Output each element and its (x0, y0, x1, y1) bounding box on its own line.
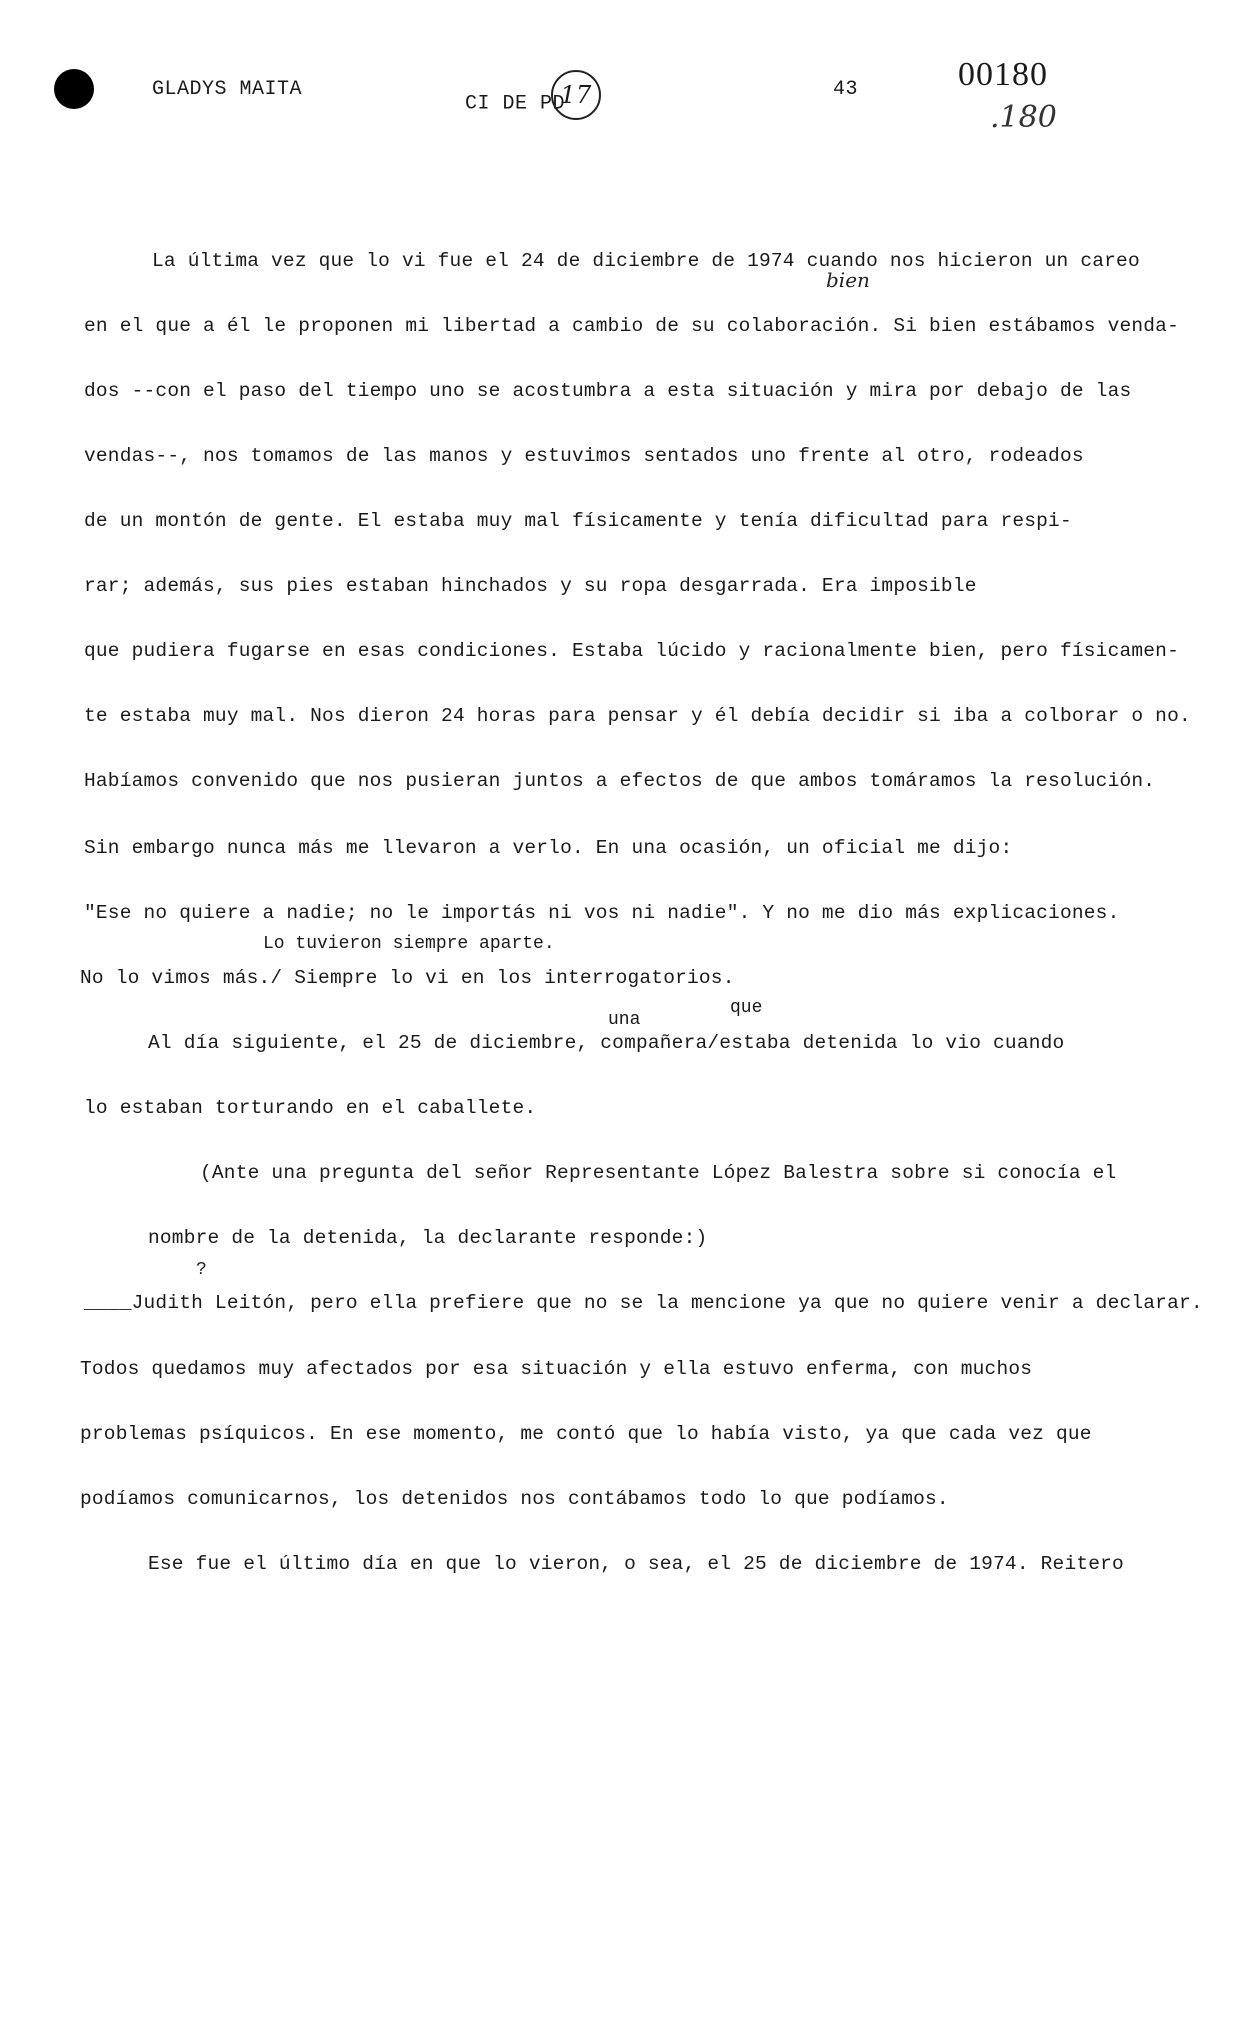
binder-hole (54, 69, 94, 109)
text-line-15: (Ante una pregunta del señor Representante López Balestra sobre si conocía el (200, 1162, 1117, 1184)
text-line-8: te estaba muy mal. Nos dieron 24 horas para pensar y él debía decidir si iba a colborar o no. (84, 705, 1191, 727)
header-name: GLADYS MAITA (152, 78, 303, 101)
text-line-5: de un montón de gente. El estaba muy mal físicamente y tenía dificultad para respi- (84, 510, 1072, 532)
text-line-7: que pudiera fugarse en esas condiciones. Estaba lúcido y racionalmente bien, pero físicamen- (84, 640, 1179, 662)
header-ci (465, 78, 601, 128)
text-line-20: podíamos comunicarnos, los detenidos nos contábamos todo lo que podíamos. (80, 1488, 949, 1510)
inserted-question-mark: ? (196, 1260, 207, 1280)
text-line-10: Sin embargo nunca más me llevaron a verlo. En una ocasión, un oficial me dijo: (84, 837, 1013, 859)
text-line-21: Ese fue el último día en que lo vieron, o sea, el 25 de diciembre de 1974. Reitero (148, 1553, 1124, 1575)
inserted-note-lo-tuvieron: Lo tuvieron siempre aparte. (263, 934, 555, 954)
handwritten-correction-bien: bien (826, 268, 870, 292)
text-line-2: en el que a él le proponen mi libertad a cambio de su colaboración. Si bien estábamos venda- (84, 315, 1179, 337)
header-ci-text: CI DE PD (465, 92, 566, 116)
page-number: 43 (833, 78, 859, 101)
text-line-3: dos --con el paso del tiempo uno se acostumbra a esta situación y mira por debajo de las (84, 380, 1132, 402)
text-line-16: nombre de la detenida, la declarante responde:) (148, 1227, 708, 1249)
text-line-12: No lo vimos más./ Siempre lo vi en los interrogatorios. (80, 967, 735, 989)
text-line-17: ____Judith Leitón, pero ella prefiere que no se la mencione ya que no quiere venir a declarar. (84, 1292, 1203, 1314)
inserted-word-que: que (730, 998, 763, 1018)
text-line-13: Al día siguiente, el 25 de diciembre, compañera/estaba detenida lo vio cuando (148, 1032, 1065, 1054)
inserted-word-una: una (608, 1010, 641, 1030)
text-line-18: Todos quedamos muy afectados por esa situación y ella estuvo enferma, con muchos (80, 1358, 1033, 1380)
text-line-11: "Ese no quiere a nadie; no le importás ni vos ni nadie". Y no me dio más explicaciones. (84, 902, 1120, 924)
circled-number-stamp: 17 (551, 70, 601, 120)
text-line-6: rar; además, sus pies estaban hinchados y su ropa desgarrada. Era imposible (84, 575, 977, 597)
text-line-1: La última vez que lo vi fue el 24 de diciembre de 1974 cuando nos hicieron un careo (152, 250, 1140, 272)
handwritten-folio: .180 (990, 100, 1057, 135)
text-line-19: problemas psíquicos. En ese momento, me contó que lo había visto, ya que cada vez que (80, 1423, 1092, 1445)
text-line-4: vendas--, nos tomamos de las manos y estuvimos sentados uno frente al otro, rodeados (84, 445, 1084, 467)
text-line-14: lo estaban torturando en el caballete. (84, 1097, 537, 1119)
stamp-number: 00180 (958, 56, 1048, 93)
text-line-9: Habíamos convenido que nos pusieran juntos a efectos de que ambos tomáramos la resolución. (84, 770, 1156, 792)
